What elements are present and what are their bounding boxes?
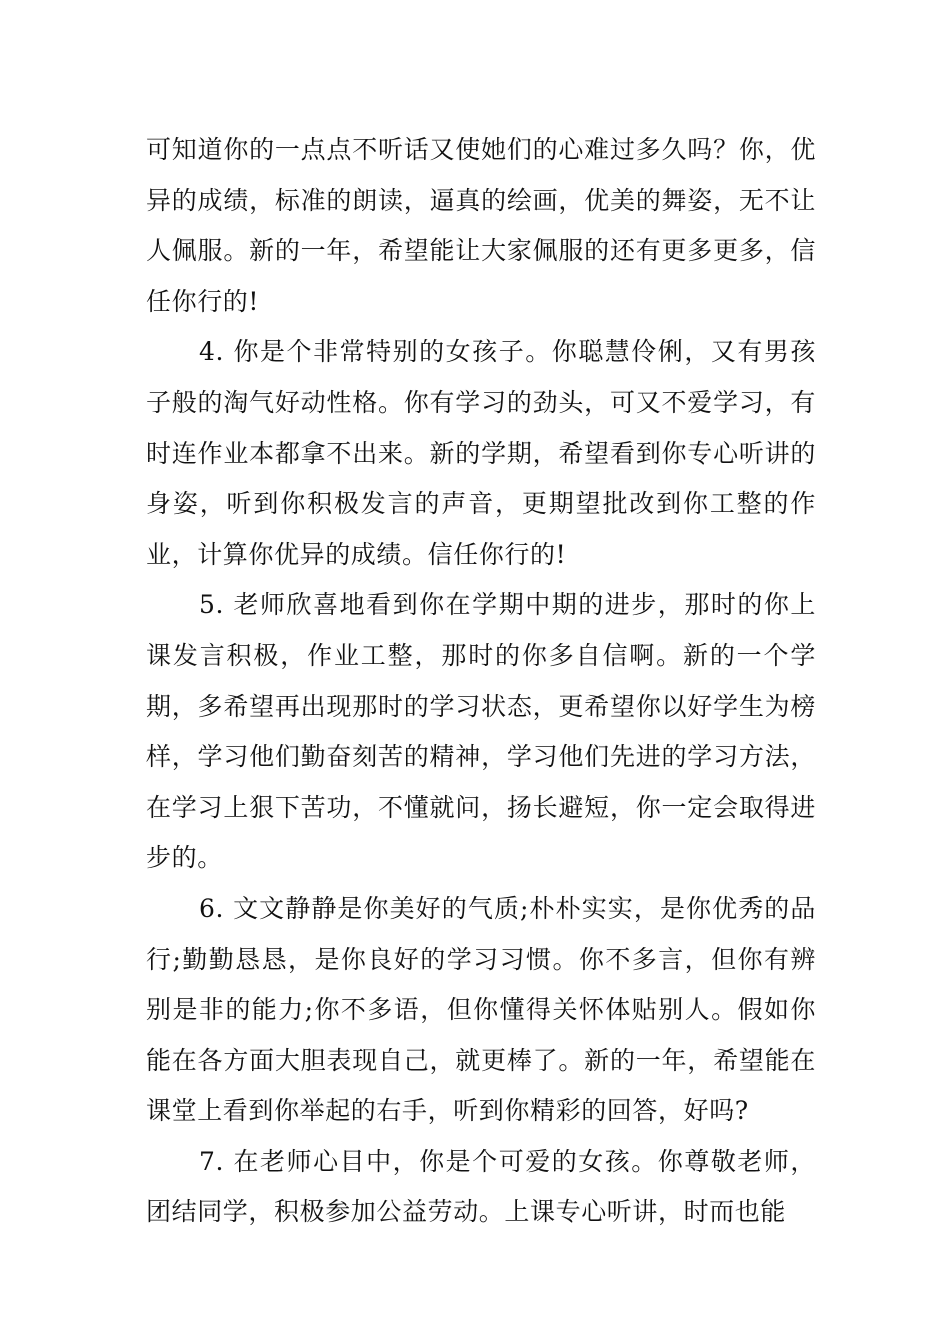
paragraph-comment-4: 4. 你是个非常特别的女孩子。你聪慧伶俐，又有男孩子般的淘气好动性格。你有学习的劲头，可又不爱学习，有时连作业本都拿不出来。新的学期，希望看到你专心听讲的身姿，听到你积极发言的声音，更期望批改到你工整的作业，计算你优异的成绩。信任你行的!	[146, 337, 816, 569]
paragraph-comment-7: 7. 在老师心目中，你是个可爱的女孩。你尊敬老师，团结同学，积极参加公益劳动。上课专心听讲，时而也能	[146, 1146, 816, 1227]
paragraph-comment-5: 5. 老师欣喜地看到你在学期中期的进步，那时的你上课发言积极，作业工整，那时的你多自信啊。新的一个学期，多希望再出现那时的学习状态，更希望你以好学生为榜样，学习他们勤奋刻苦的精神，学习他们先进的学习方法，在学习上狠下苦功，不懂就问，扬长避短，你一定会取得进步的。	[146, 590, 816, 873]
paragraph-continuation: 可知道你的一点点不听话又使她们的心难过多久吗？你，优异的成绩，标准的朗读，逼真的绘画，优美的舞姿，无不让人佩服。新的一年，希望能让大家佩服的还有更多更多，信任你行的!	[146, 135, 816, 316]
paragraph-comment-6: 6. 文文静静是你美好的气质;朴朴实实，是你优秀的品行;勤勤恳恳，是你良好的学习习惯。你不多言，但你有辨别是非的能力;你不多语，但你懂得关怀体贴别人。假如你能在各方面大胆表现自己，就更棒了。新的一年，希望能在课堂上看到你举起的右手，听到你精彩的回答，好吗?	[146, 893, 816, 1126]
document-body	[146, 125, 816, 1238]
